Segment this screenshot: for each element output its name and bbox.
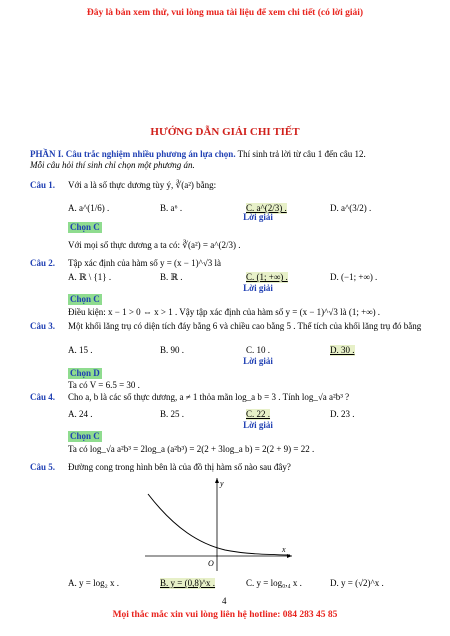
question-label: Câu 3. xyxy=(30,321,56,331)
option-a: A. 24 . xyxy=(68,409,93,419)
solution-text: Ta có log_√a a²b³ = 2log_a (a²b³) = 2(2 + 3log_a b) = 2(2 + 9) = 22 . xyxy=(68,444,315,454)
option-d: D. (−1; +∞) . xyxy=(330,272,378,282)
solution-text: Với mọi số thực dương a ta có: ∛(a²) = a^(2/3) . xyxy=(68,240,241,250)
footer-banner: Mọi thắc mắc xin vui lòng liên hệ hotline: 084 283 45 85 xyxy=(112,610,338,620)
option-c-correct: C. 22 . xyxy=(246,409,271,419)
option-b: B. 25 . xyxy=(160,409,185,419)
answer-badge: Chọn D xyxy=(70,368,100,378)
option-c: C. y = log₀,₄ x . xyxy=(246,578,302,588)
y-axis-arrow xyxy=(215,478,219,483)
x-axis-label: x xyxy=(282,545,286,554)
solution-text: Điều kiện: x − 1 > 0 ⇔ x > 1 . Vậy tập xác định của hàm số y = (x − 1)^√3 là (1; +∞) . xyxy=(68,307,381,317)
option-d-correct: D. 30 . xyxy=(330,345,355,355)
option-d: D. a^(3/2) . xyxy=(330,203,372,213)
loi-giai-label: Lời giải xyxy=(243,420,273,430)
option-b: B. a⁶ . xyxy=(160,203,183,213)
answer-badge: Chọn C xyxy=(70,431,100,441)
answer-badge: Chọn C xyxy=(70,222,100,232)
y-axis-label: y xyxy=(220,479,224,488)
part-heading xyxy=(30,149,430,160)
question-stem: Đường cong trong hình bên là của đồ thị hàm số nào sau đây? xyxy=(68,462,291,472)
option-a: A. ℝ \ {1} . xyxy=(68,272,112,282)
loi-giai-label: Lời giải xyxy=(243,356,273,366)
question-label: Câu 2. xyxy=(30,258,56,268)
part-heading-label: PHẦN I. Câu trắc nghiệm nhiều phương án lựa chọn. xyxy=(30,149,236,159)
option-d: D. y = (√2)^x . xyxy=(330,578,384,588)
function-graph xyxy=(140,474,300,574)
option-d: D. 23 . xyxy=(330,409,355,419)
origin-label: O xyxy=(208,559,214,568)
loi-giai-label: Lời giải xyxy=(243,212,273,222)
option-b: B. ℝ . xyxy=(160,272,183,282)
part-note: Mỗi câu hỏi thí sinh chỉ chọn một phương án. xyxy=(30,160,195,170)
option-a: A. 15 . xyxy=(68,345,93,355)
question-stem: Tập xác định của hàm số y = (x − 1)^√3 là xyxy=(68,258,222,268)
question-label: Câu 1. xyxy=(30,180,56,190)
question-label: Câu 4. xyxy=(30,392,56,402)
option-c-correct: C. a^(2/3) . xyxy=(246,203,287,213)
part-instruction: Thí sinh trả lời từ câu 1 đến câu 12. xyxy=(237,149,366,159)
option-c: C. 10 . xyxy=(246,345,271,355)
solution-text: Ta có V = 6.5 = 30 . xyxy=(68,380,140,390)
page-title: HƯỚNG DẪN GIẢI CHI TIẾT xyxy=(150,126,300,138)
page-number: 4 xyxy=(222,596,227,606)
question-label: Câu 5. xyxy=(30,462,56,472)
answer-badge: Chọn C xyxy=(70,294,100,304)
option-c-correct: C. (1; +∞) . xyxy=(246,272,288,282)
question-stem: Cho a, b là các số thực dương, a ≠ 1 thỏa mãn log_a b = 3 . Tính log_√a a²b³ ? xyxy=(68,392,350,402)
loi-giai-label: Lời giải xyxy=(243,283,273,293)
header-banner: Đây là bản xem thử, vui lòng mua tài liệu để xem chi tiết (có lời giải) xyxy=(86,8,364,18)
question-stem: Với a là số thực dương tùy ý, ∛(a²) bằng: xyxy=(68,180,217,190)
option-b-correct: B. y = (0,8)^x . xyxy=(160,578,216,588)
option-a: A. a^(1/6) . xyxy=(68,203,110,213)
option-a: A. y = log₂ x . xyxy=(68,578,119,588)
option-b: B. 90 . xyxy=(160,345,185,355)
exponential-curve xyxy=(148,494,290,555)
question-stem: Một khối lăng trụ có diện tích đáy bằng 6 và chiều cao bằng 5 . Thể tích của khối lăng trụ đó bằng xyxy=(68,321,422,331)
